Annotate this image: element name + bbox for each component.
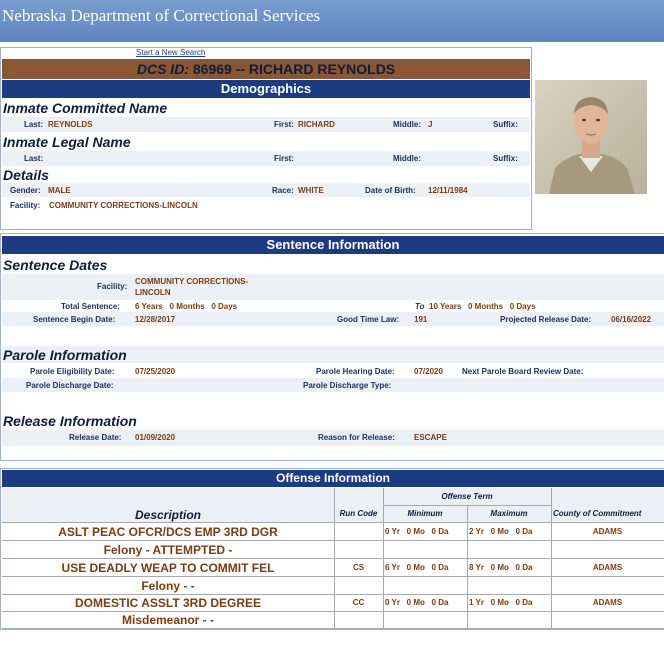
parole-title: Parole Information [3,347,127,363]
grid-line [2,558,664,559]
projected-release-value: 06/16/2022 [611,315,652,324]
offense-classification: Felony - ATTEMPTED - [103,543,233,557]
dcs-id-value: 86969 -- RICHARD REYNOLDS [192,61,396,77]
sentence-to-value: 10 Years 0 Months 0 Days [429,302,536,311]
description-column-header: Description [134,508,201,522]
site-banner [0,0,664,42]
begin-date-label: Sentence Begin Date: [33,315,116,324]
grid-line [2,611,664,612]
grid-line [2,576,664,577]
offense-classification: Felony - - [141,579,195,593]
offense-county: ADAMS [592,527,623,536]
release-reason-label: Reason for Release: [318,433,395,442]
offense-county: ADAMS [592,563,623,572]
offense-classification: Misdemeanor - - [121,613,214,627]
offense-minimum: 0 Yr 0 Mo 0 Da [385,598,449,607]
offense-county: ADAMS [592,598,623,607]
offense-header: Offense Information [2,470,664,487]
race-label: Race: [272,186,294,195]
grid-line [2,522,664,523]
committed-first-label: First: [274,120,294,129]
sentence-dates-title: Sentence Dates [3,257,108,273]
offense-maximum: 8 Yr 0 Mo 0 Da [469,563,533,572]
grid-line [383,505,551,506]
legal-middle-label: Middle: [393,154,421,163]
county-column-header: County of Commitment [553,509,642,518]
legal-suffix-label: Suffix: [493,154,518,163]
projected-release-label: Projected Release Date: [500,315,592,324]
legal-name-title: Inmate Legal Name [3,134,131,150]
parole-review-label: Next Parole Board Review Date: [462,367,584,376]
dob-label: Date of Birth: [365,186,416,195]
sentence-to-label: To [415,302,425,311]
offense-run-code: CS [352,563,365,572]
facility-label: Facility: [10,201,41,210]
sentence-facility-line2: LINCOLN [135,288,171,297]
committed-first-value: RICHARD [298,120,335,129]
good-time-label: Good Time Law: [337,315,400,324]
parole-eligibility-label: Parole Eligibility Date: [30,367,115,376]
grid-line [2,594,664,595]
gender-value: MALE [48,186,71,195]
committed-middle-value: J [428,120,433,129]
offense-maximum: 2 Yr 0 Mo 0 Da [469,527,533,536]
release-date-value: 01/09/2020 [135,433,176,442]
good-time-value: 191 [414,315,428,324]
sentence-facility-label: Facility: [97,282,128,291]
committed-name-title: Inmate Committed Name [3,100,168,116]
grid-line [2,540,664,541]
committed-last-value: REYNOLDS [48,120,93,129]
committed-suffix-label: Suffix: [493,120,518,129]
parole-hearing-value: 07/2020 [414,367,443,376]
release-title: Release Information [3,413,137,429]
offense-minimum: 6 Yr 0 Mo 0 Da [385,563,449,572]
demographics-header: Demographics [2,80,530,98]
offense-description: ASLT PEAC OFCR/DCS EMP 3RD DGR [58,525,278,539]
details-title: Details [3,167,49,183]
race-value: WHITE [298,186,324,195]
total-sentence-label: Total Sentence: [61,302,120,311]
committed-middle-label: Middle: [393,120,421,129]
total-sentence-value: 6 Years 0 Months 0 Days [135,302,238,311]
minimum-column-header: Minimum [407,509,443,518]
dob-value: 12/11/1984 [428,186,468,195]
parole-discharge-type-label: Parole Discharge Type: [303,381,392,390]
grid-line [2,628,664,629]
offense-description: USE DEADLY WEAP TO COMMIT FEL [61,561,275,575]
inmate-photo [535,80,647,194]
parole-hearing-label: Parole Hearing Date: [316,367,395,376]
dcs-id-label: DCS ID: [136,61,189,77]
offense-term-header: Offense Term [441,492,493,501]
release-date-label: Release Date: [69,433,122,442]
legal-first-label: First: [274,154,294,163]
facility-value: COMMUNITY CORRECTIONS-LINCOLN [49,201,198,210]
offense-minimum: 0 Yr 0 Mo 0 Da [385,527,449,536]
gender-label: Gender: [10,186,41,195]
parole-eligibility-value: 07/25/2020 [135,367,176,376]
legal-name-band [2,151,530,166]
release-reason-value: ESCAPE [414,433,447,442]
offense-description: DOMESTIC ASSLT 3RD DEGREE [74,596,262,610]
site-title: Nebraska Department of Correctional Services [2,6,321,25]
offense-run-code: CC [352,598,365,607]
sentence-header: Sentence Information [2,236,664,254]
start-new-search-link[interactable]: Start a New Search [136,48,206,57]
sentence-facility-line1: COMMUNITY CORRECTIONS- [135,277,249,286]
offense-maximum: 1 Yr 0 Mo 0 Da [469,598,533,607]
inmate-id-bar [2,59,530,79]
legal-last-label: Last: [24,154,44,163]
maximum-column-header: Maximum [490,509,528,518]
parole-discharge-label: Parole Discharge Date: [26,381,114,390]
run-code-column-header: Run Code [339,509,378,518]
committed-last-label: Last: [24,120,44,129]
begin-date-value: 12/28/2017 [135,315,176,324]
